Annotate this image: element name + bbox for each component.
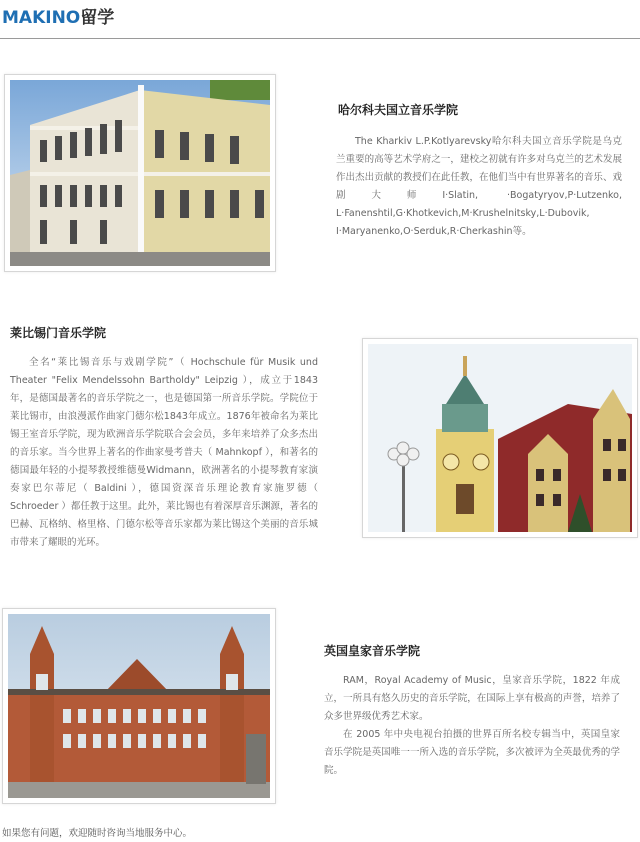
paragraph: RAM，Royal Academy of Music，皇家音乐学院，1822 年成立，一所具有悠久历史的音乐学院，在国际上享有极高的声誉，培养了众多世界级优秀艺术家。 (324, 675, 620, 722)
section-title-royal-academy: 英国皇家音乐学院 (324, 644, 421, 658)
section-title-leipzig: 莱比锡门音乐学院 (10, 326, 107, 340)
royal-academy-image (8, 614, 270, 798)
brand-name-cn: 留学 (80, 8, 115, 28)
page-header (0, 0, 640, 39)
paragraph: 在 2005 年中央电视台拍摄的世界百所名校专辑当中，英国皇家音乐学院是英国唯一一所入选的音乐学院，多次被评为全英最优秀的学院。 (324, 729, 620, 776)
kharkiv-conservatory-photo (4, 74, 276, 272)
brand-name-en: MAKINO (2, 8, 81, 28)
leipzig-conservatory-photo (362, 338, 638, 538)
section-text-kharkiv (336, 133, 622, 241)
section-text-leipzig (10, 354, 318, 552)
brand-logo[interactable] (2, 7, 114, 29)
royal-academy-photo (2, 608, 276, 804)
leipzig-town-hall-image (368, 344, 632, 532)
section-title-kharkiv: 哈尔科夫国立音乐学院 (338, 103, 459, 117)
contact-note: 如果您有问题，欢迎随时咨询当地服务中心。 (2, 828, 193, 839)
kharkiv-building-image (10, 80, 270, 266)
paragraph: 全名“莱比锡音乐与戏剧学院”（ Hochschule für Musik und Theater "Felix Mendelssohn Bartholdy" Leipzig ），成立于1843年，是德国最著名的音乐学院之一，也是德国第一所音乐学院。学院位于莱比锡市，由浪漫派作曲家门德尔松1843年成立。1876年被命名为莱比锡王室音乐学院，现为欧洲音乐学院联合会会员，多年来培养了众多杰出的音乐家。当今世界上著名的作曲家曼考普夫（ Mahnkopf ），和著名的德国最年轻的小提琴教授维德曼Widmann，欧洲著名的小提琴教育家演奏家巴尔蒂尼（ Baldini ），德国资深音乐理论教育家施罗德（ Schroeder ）都任教于这里。此外，莱比锡也有着深厚音乐渊源，著名的巴赫、瓦格纳、格里格、门德尔松等音乐家都为莱比锡这个美丽的音乐城市带来了耀眼的光环。 (10, 357, 318, 548)
paragraph: The Kharkiv L.P.Kotlyarevsky哈尔科夫国立音乐学院是乌克兰重要的高等艺术学府之一，建校之初就有许多对乌克兰的艺术发展作出杰出贡献的教授们在此任教，在他们当中有世界著名的音乐、戏剧大师I·Slatin, ·Bogatyryov,P·Lutzenko, L·Fanenshtil,G·Khotkevich,M·Krushelnitsky,L·Dubovik, I·Maryanenko,O·Serduk,R·Cherkashin等。 (336, 136, 622, 237)
section-text-royal-academy (324, 672, 620, 780)
